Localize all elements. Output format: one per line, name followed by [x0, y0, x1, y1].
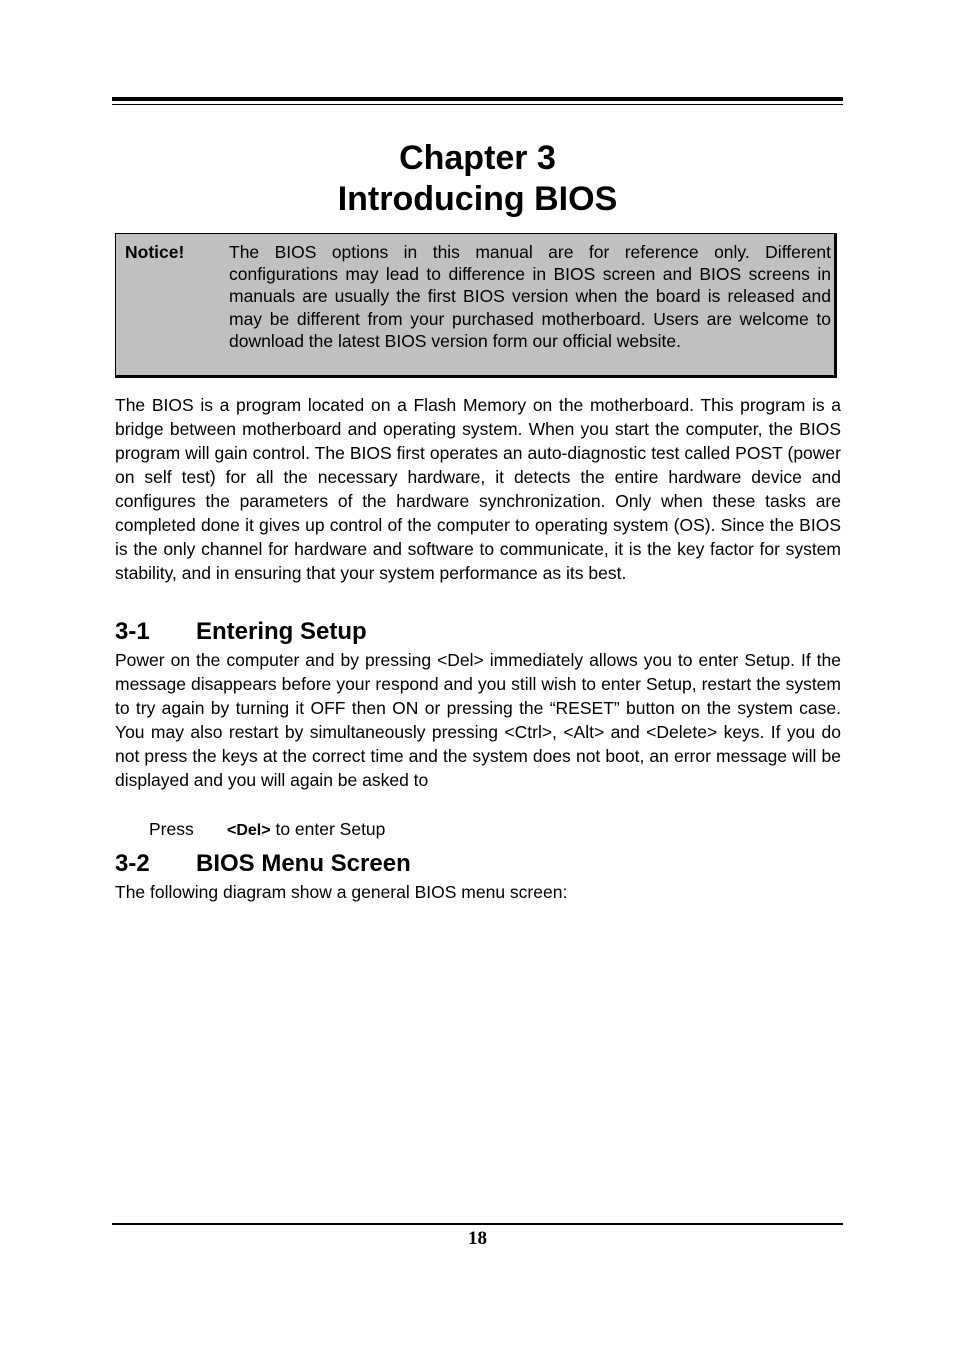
intro-paragraph: The BIOS is a program located on a Flash Memory on the motherboard. This program is a bridge between motherboard and operating system. When you start the computer, the BIOS program will gain control. The BIOS first operates an auto-diagnostic test called POST (power on self test) for all the necessary hardware, it detects the entire hardware device and configures the parameters of the hardware synchronization. Only when these tasks are completed done it gives up control of the computer to operating system (OS). Since the BIOS is the only channel for hardware and software to communicate, it is the key factor for system stability, and in ensuring that your system performance as its best.	[115, 395, 841, 583]
chapter-name: Introducing BIOS	[337, 180, 618, 218]
notice-text: The BIOS options in this manual are for reference only. Different configurations may lead to difference in BIOS screen and BIOS screens in manuals are usually the first BIOS version when the board is released and may be different from your purchased motherboard. Users are welcome to download the latest BIOS version form our official website.	[229, 242, 831, 351]
chapter-number: Chapter 3	[399, 139, 556, 177]
entering-setup-paragraph: Power on the computer and by pressing <Del> immediately allows you to enter Setup. If the message disappears before your respond and you still wish to enter Setup, restart the system to try again by turning it OFF then ON or pressing the “RESET” button on the system case. You may also restart by simultaneously pressing <Ctrl>, <Alt> and <Delete> keys. If you do not press the keys at the correct time and the system does not boot, an error message will be displayed and you will again be asked to	[115, 650, 841, 790]
section-title: Entering Setup	[196, 618, 367, 645]
section-heading-bios-menu-screen	[115, 849, 411, 879]
press-del-line	[149, 817, 385, 843]
del-key: <Del>	[227, 822, 271, 839]
bios-menu-paragraph: The following diagram show a general BIOS menu screen:	[115, 882, 568, 902]
header-rule	[112, 97, 843, 105]
notice-box	[115, 233, 837, 378]
section-number: 3-1	[115, 618, 150, 645]
footer-rule	[112, 1223, 843, 1225]
press-rest: to enter Setup	[270, 819, 386, 839]
section-heading-entering-setup	[115, 617, 367, 647]
chapter-title	[112, 138, 843, 220]
section-title: BIOS Menu Screen	[196, 850, 411, 877]
section-number: 3-2	[115, 850, 150, 877]
page-number: 18	[468, 1228, 487, 1249]
notice-label: Notice!	[125, 242, 185, 262]
press-word: Press	[149, 819, 194, 839]
